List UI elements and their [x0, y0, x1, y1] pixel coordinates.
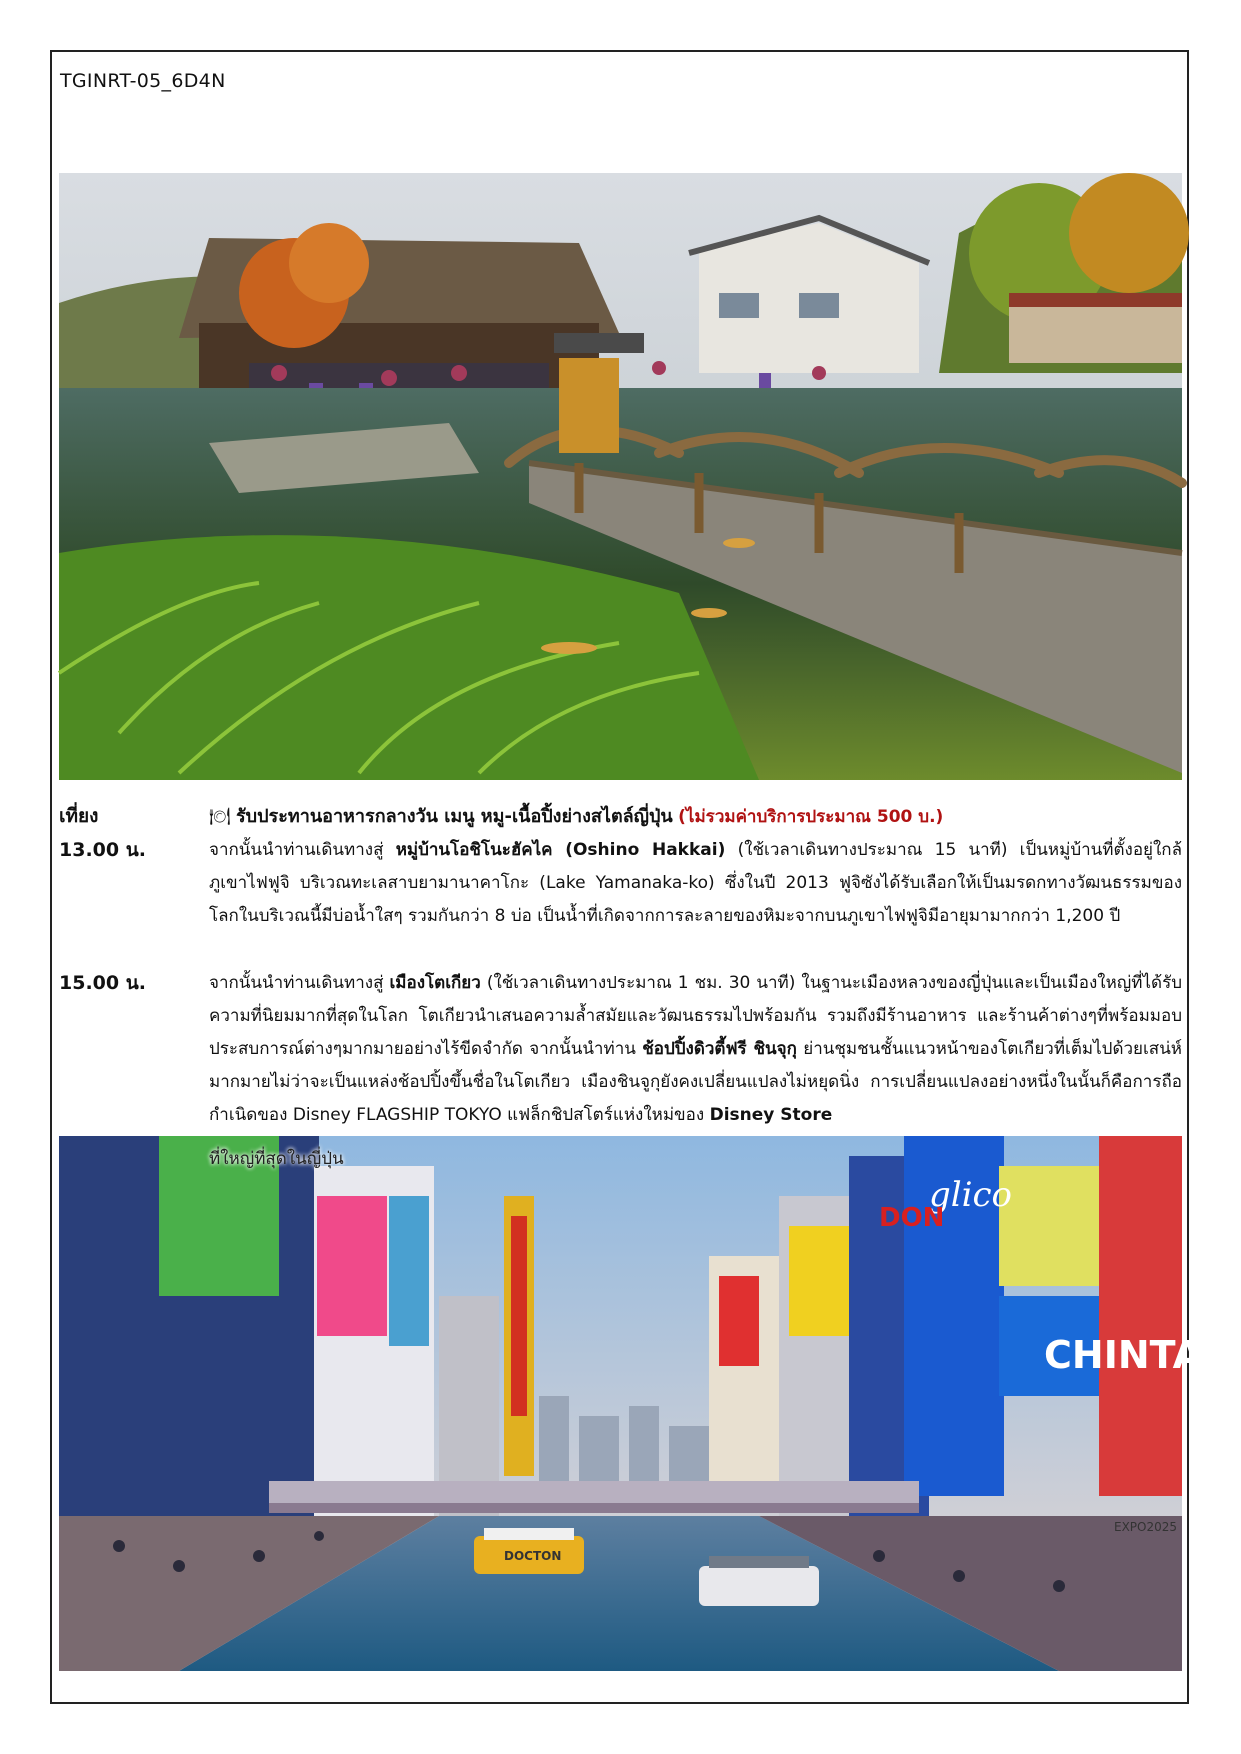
oshino-hakkai-photo: [59, 173, 1182, 780]
itinerary-1300: [59, 834, 1182, 966]
lunch-note: (ไม่รวมค่าบริการประมาณ 500 บ.): [678, 807, 944, 827]
detail-1300: (ใช้เวลาเดินทางประมาณ 15 นาที) เป็นหมู่บ้านที่ตั้งอยู่ใกล้ภูเขาไฟฟูจิ บริเวณทะเลสาบยามานาคาโกะ (Lake Yamanaka-ko) ซึ่งในปี 2013 ฟูจิซังได้รับเลือกให้เป็นมรดกทางวัฒนธรรมของโลกในบริเวณนี้มีบ่อน้ำใสๆ รวมกันกว่า 8 บ่อ เป็นน้ำที่เกิดจากการละลายของหิมะจากบนภูเขาไฟฟูจิมีอายุมามากกว่า 1,200 ปี: [209, 840, 1183, 926]
detail-1500-b: ย่านชุมชนชั้นแนวหน้าของโตเกียวที่เต็มไปด้วยเสน่ห์มากมายไม่ว่าจะเป็นแหล่งช้อปปิ้งขึ้นชื่อในโตเกียว เมืองชินจูกุยังคงเปลี่ยนแปลงไม่หยุดนิ่ง การเปลี่ยนแปลงอย่างหนึ่งในนั้นก็คือการถือกำเนิดของ Disney FLAGSHIP TOKYO แฟล็กชิปสโตร์แห่งใหม่ของ: [209, 1039, 1183, 1125]
sign-don: DON: [879, 1203, 945, 1233]
place-tokyo: เมืองโตเกียว: [389, 973, 481, 993]
sign-expo: EXPO2025: [1114, 1520, 1178, 1534]
overlay-text: ที่ใหญ่ที่สุดในญี่ปุ่น: [209, 1149, 344, 1169]
tour-code: TGINRT-05_6D4N: [60, 70, 226, 92]
desc-1500: [209, 967, 1182, 1132]
shop-shinjuku: ช้อปปิ้งดิวตี้ฟรี ชินจุกุ: [642, 1039, 797, 1059]
lunch-text: [209, 800, 1182, 834]
sign-docton: DOCTON: [504, 1549, 562, 1563]
dotonbori-photo: [59, 1136, 1217, 1671]
lunch-row: [59, 800, 1182, 834]
desc-1300: [209, 834, 1182, 933]
sign-glico: glico: [929, 1175, 1013, 1215]
dining-icon: 🍽: [209, 807, 231, 827]
time-1300: 13.00 น.: [59, 839, 146, 861]
detail-1500-a: (ใช้เวลาเดินทางประมาณ 1 ชม. 30 นาที) ในฐานะเมืองหลวงของญี่ปุ่นและเป็นเมืองใหญ่ที่ได้รับความที่นิยมมากที่สุดในโลก โตเกียวนำเสนอความล้ำสมัยและวัฒนธรรมไปพร้อมกัน รวมถึงมีร้านอาหาร และร้านค้าต่างๆที่พร้อมมอบประสบการณ์ต่างๆมากมายอย่างไร้ขีดจำกัด จากนั้นนำท่าน: [209, 973, 1182, 1059]
place-oshino-hakkai: หมู่บ้านโอชิโนะฮัคไค (Oshino Hakkai): [395, 840, 726, 860]
lunch-menu: รับประทานอาหารกลางวัน เมนู หมู-เนื้อปิ้งย่างสไตล์ญี่ปุ่น: [236, 806, 673, 827]
lead-1300: จากนั้นนำท่านเดินทางสู่: [209, 840, 384, 860]
lead-1500: จากนั้นนำท่านเดินทางสู่: [209, 973, 384, 993]
lunch-time: เที่ยง: [59, 805, 99, 827]
itinerary-1500: [59, 967, 1182, 1133]
time-1500: 15.00 น.: [59, 972, 146, 994]
disney-store: Disney Store: [709, 1105, 833, 1125]
sign-chintai: CHINTAI: [1044, 1333, 1217, 1377]
